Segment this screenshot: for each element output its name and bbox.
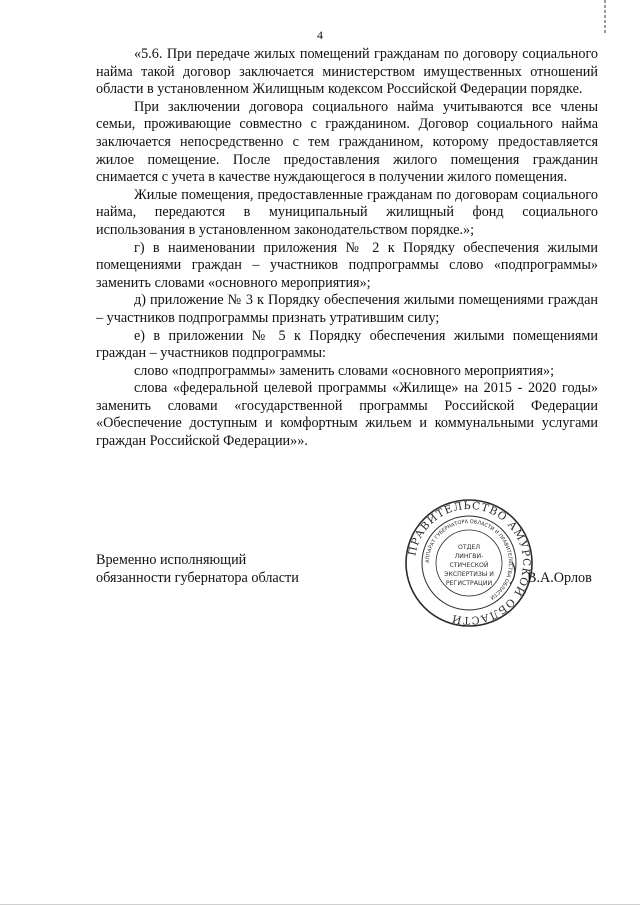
paragraph-municipal-fund: Жилые помещения, предоставленные гражданам по договорам социального найма, передаются в муниципальный жилищный фонд социального использования в установленном законодательством порядке.»; <box>96 186 598 238</box>
seal-center-line: РЕГИСТРАЦИИ <box>445 580 493 587</box>
paragraph-item-d: д) приложение № 3 к Порядку обеспечения жилыми помещениями граждан – участников подпрограммы признать утратившим силу; <box>96 292 598 326</box>
seal-center-line: ОТДЕЛ <box>457 544 481 551</box>
seal-center-line: ЛИНГВИ- <box>454 553 484 560</box>
signer-position-line-2: обязанности губернатора области <box>96 569 299 586</box>
paragraph-5-6: «5.6. При передаче жилых помещений гражданам по договору социального найма такой договор заключается министерством имущественных отношений области в установленном Жилищным кодексом Российской Федерации порядке. <box>96 46 598 98</box>
seal-center-line: СТИЧЕСКОЙ <box>449 562 489 569</box>
signer-name: В.А.Орлов <box>527 570 592 586</box>
seal-center-line: ЭКСПЕРТИЗЫ И <box>444 571 494 578</box>
official-seal <box>404 498 534 628</box>
paragraph-replace-word: слово «подпрограммы» заменить словами «основного мероприятия»; <box>134 362 555 379</box>
paragraph-family-members: При заключении договора социального найма учитываются все члены семьи, проживающие совместно с гражданином. Договор социального найма заключается непосредственно с тем гражданином, которому предоставляется жилое помещение. После предоставления жилого помещения гражданин снимается с учета в качестве нуждающегося в получении жилого помещения. <box>96 98 598 186</box>
seal-outer-text: ПРАВИТЕЛЬСТВО АМУРСКОЙ ОБЛАСТИ <box>406 499 533 627</box>
document-body <box>96 46 598 451</box>
seal-inner-ring-text: АППАРАТ ГУБЕРНАТОРА ОБЛАСТИ И ПРАВИТЕЛЬСТВА ОБЛАСТИ <box>424 518 514 601</box>
paragraph-replace-program: слова «федеральной целевой программы «Жилище» на 2015 - 2020 годы» заменить словами «государственной программы Российской Федерации «Обеспечение доступным и комфортным жильем и коммунальными услугами граждан Российской Федерации»». <box>96 380 598 450</box>
signer-position-line-1: Временно исполняющий <box>96 552 247 568</box>
paragraph-item-e: е) в приложении № 5 к Порядку обеспечения жилыми помещениями граждан – участников подпрограммы: <box>96 327 598 362</box>
paragraph-item-g: г) в наименовании приложения № 2 к Порядку обеспечения жилыми помещениями граждан – участников подпрограммы слово «подпрограммы» заменить словами «основного мероприятия»; <box>96 239 598 291</box>
page-number: 4 <box>317 28 323 42</box>
